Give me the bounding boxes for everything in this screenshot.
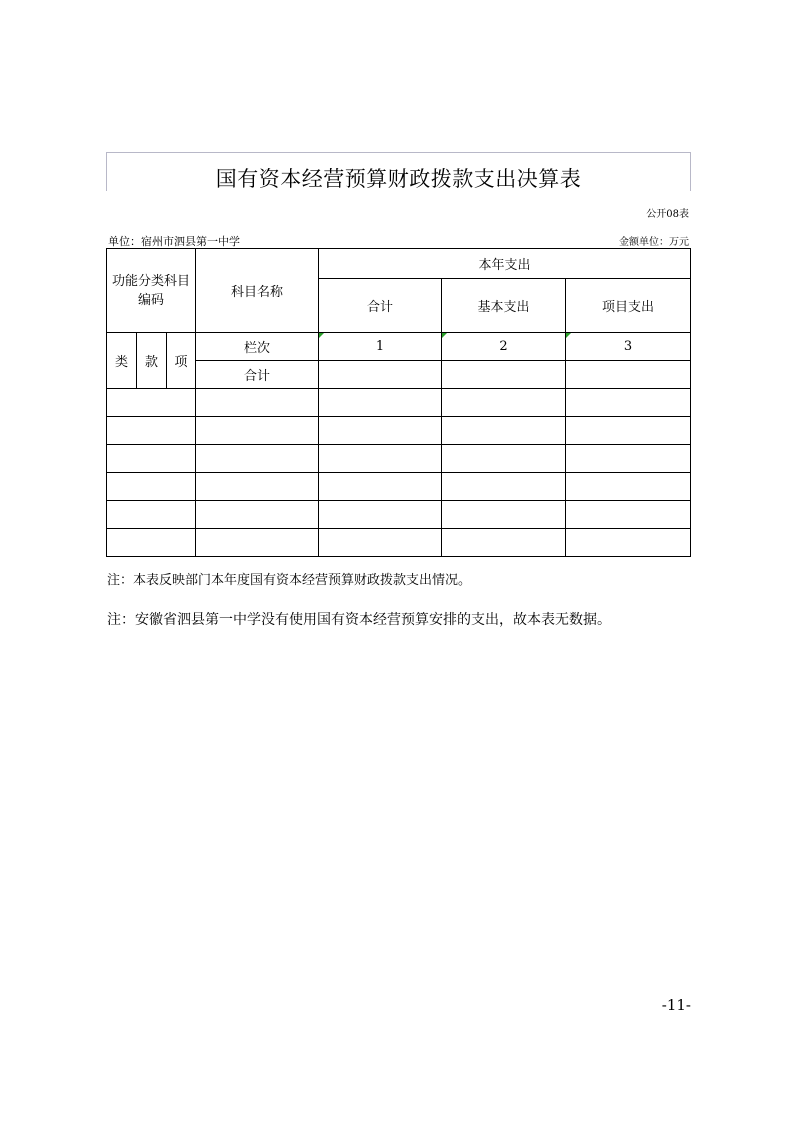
table-row bbox=[107, 529, 691, 557]
cell-marker bbox=[566, 333, 571, 338]
header-function-code: 功能分类科目编码 bbox=[107, 249, 196, 333]
lanci-row bbox=[107, 333, 691, 361]
header-row-1 bbox=[107, 249, 691, 279]
lanci-cell-2: 2 bbox=[442, 333, 566, 361]
total-cell-2 bbox=[442, 361, 566, 389]
header-lei: 类 bbox=[107, 333, 137, 389]
table-row bbox=[107, 501, 691, 529]
table-row bbox=[107, 445, 691, 473]
total-label: 合计 bbox=[196, 361, 319, 389]
header-kuan: 款 bbox=[137, 333, 167, 389]
header-project: 项目支出 bbox=[566, 279, 691, 333]
cell-marker bbox=[442, 333, 447, 338]
note-2: 注：安徽省泗县第一中学没有使用国有资本经营预算安排的支出，故本表无数据。 bbox=[107, 612, 611, 628]
table-row bbox=[107, 473, 691, 501]
expenditure-table bbox=[106, 248, 691, 557]
lanci-label: 栏次 bbox=[196, 333, 319, 361]
table-row bbox=[107, 389, 691, 417]
table-row bbox=[107, 417, 691, 445]
lanci-cell-1: 1 bbox=[319, 333, 442, 361]
title-box bbox=[106, 152, 691, 191]
form-code: 公开08表 bbox=[646, 209, 689, 220]
header-xiang: 项 bbox=[167, 333, 196, 389]
total-cell-1 bbox=[319, 361, 442, 389]
lanci-cell-3: 3 bbox=[566, 333, 691, 361]
unit-label: 单位：宿州市泗县第一中学 bbox=[108, 235, 240, 248]
header-basic: 基本支出 bbox=[442, 279, 566, 333]
amount-unit-label: 金额单位：万元 bbox=[619, 237, 689, 248]
cell-marker bbox=[319, 333, 324, 338]
header-total: 合计 bbox=[319, 279, 442, 333]
header-subject-name: 科目名称 bbox=[196, 249, 319, 333]
note-1: 注：本表反映部门本年度国有资本经营预算财政拨款支出情况。 bbox=[107, 573, 472, 588]
page-title: 国有资本经营预算财政拨款支出决算表 bbox=[215, 167, 582, 191]
page-number: -11- bbox=[661, 996, 691, 1014]
header-current-year: 本年支出 bbox=[319, 249, 691, 279]
total-cell-3 bbox=[566, 361, 691, 389]
